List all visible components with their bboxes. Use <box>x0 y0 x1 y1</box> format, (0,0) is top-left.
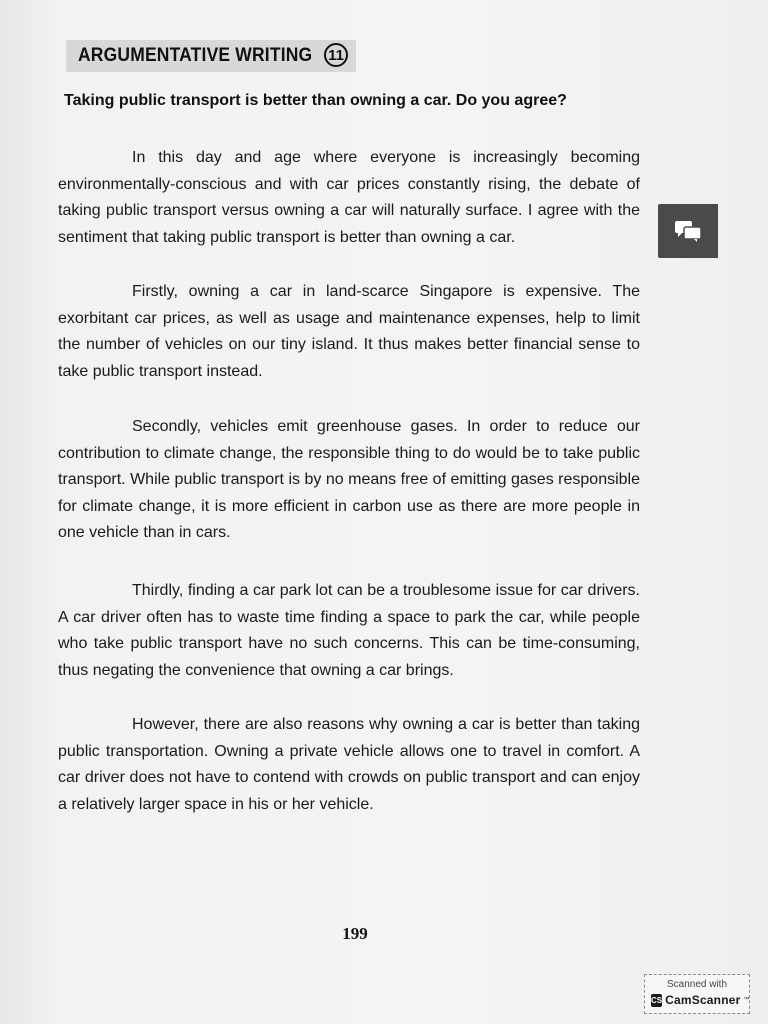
scanner-watermark <box>644 974 750 1014</box>
essay-question: Taking public transport is better than owning a car. Do you agree? <box>64 92 567 109</box>
paragraph-counter-argument: However, there are also reasons why owning a car is better than taking public transportation. Owning a private vehicle allows one to travel in comfort. A car driver does not have to contend with crowds on public transport and can enjoy a relatively larger space in his or her vehicle. <box>58 716 640 813</box>
paragraph-second-point: Secondly, vehicles emit greenhouse gases. In order to reduce our contribution to climate change, the responsible thing to do would be to take public transport. While public transport is by no means free of emitting gases responsible for climate change, it is more efficient in carbon use as there are more people in one vehicle than in cars. <box>58 418 640 541</box>
section-title: ARGUMENTATIVE WRITING <box>78 45 313 66</box>
trademark-symbol: ™ <box>743 997 750 1003</box>
camscanner-logo-icon: CS <box>651 995 663 1005</box>
section-header <box>66 40 356 72</box>
watermark-caption: Scanned with <box>666 979 728 990</box>
chat-bubbles-icon <box>673 219 703 243</box>
watermark-brand <box>651 993 750 1007</box>
page-number: 199 <box>342 924 368 943</box>
section-number-badge: 11 <box>324 43 348 67</box>
paragraph-first-point: Firstly, owning a car in land-scarce Singapore is expensive. The exorbitant car prices, as well as usage and maintenance expenses, help to limit the number of vehicles on our tiny island. It thus makes better financial sense to take public transport instead. <box>58 283 640 380</box>
paragraph-third-point: Thirdly, finding a car park lot can be a troublesome issue for car drivers. A car driver often has to waste time finding a space to park the car, while people who take public transport have no such concerns. This can be time-consuming, thus negating the convenience that owning a car brings. <box>58 582 640 679</box>
watermark-brand-name: CamScanner <box>665 993 741 1007</box>
side-comment-tab[interactable] <box>658 204 718 258</box>
paragraph-introduction: In this day and age where everyone is increasingly becoming environmentally-conscious and with car prices constantly rising, the debate of taking public transport versus owning a car will naturally surface. I agree with the sentiment that taking public transport is better than owning a car. <box>58 149 640 246</box>
